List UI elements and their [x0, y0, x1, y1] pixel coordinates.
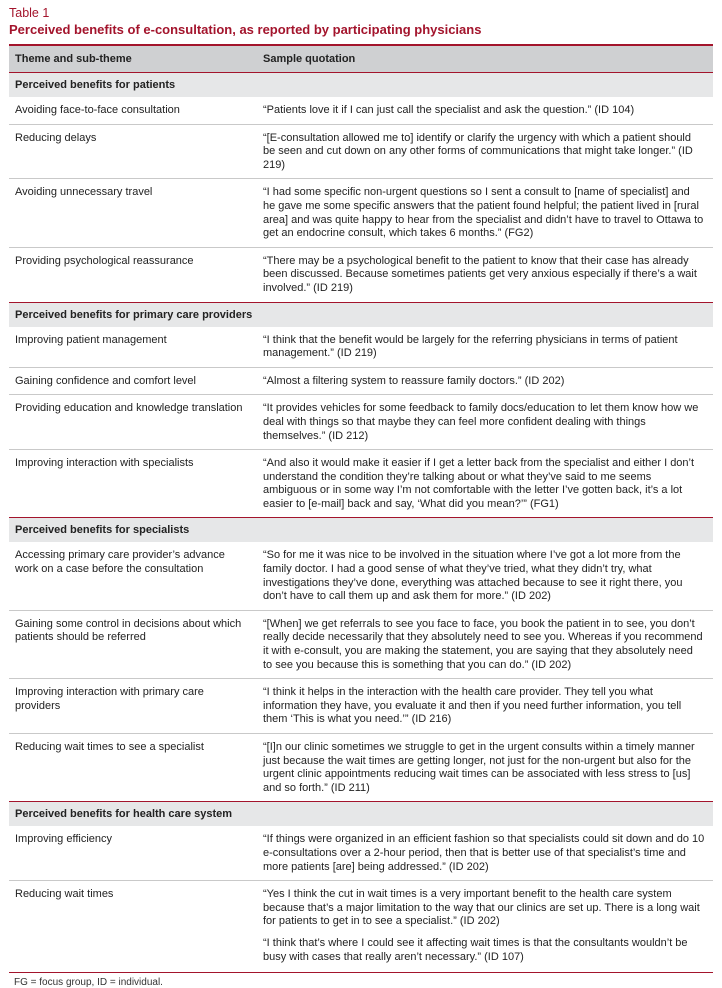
table-row — [9, 247, 713, 302]
sub-theme-cell: Improving interaction with specialists — [15, 457, 194, 470]
sub-theme-cell: Reducing delays — [15, 131, 97, 144]
table-row — [9, 97, 713, 124]
sample-quotation: “[E-consultation allowed me to] identify or clarify the urgency with which a patient should be seen and cut down on any other forms of communications that might take longer.” (ID 219) — [263, 131, 693, 171]
table-title: Perceived benefits of e-consultation, as reported by participating physicians — [9, 22, 482, 37]
quotation-cell — [255, 833, 713, 874]
quotation-cell — [255, 549, 713, 603]
sub-theme-cell: Avoiding face-to-face consultation — [15, 104, 180, 116]
quotation-cell — [255, 686, 713, 727]
sample-quotation: “I think that the benefit would be largely for the referring physicians in terms of patient management.” (ID 219) — [263, 333, 678, 360]
sample-quotation: “If things were organized in an efficient fashion so that specialists could sit down and do 10 e-consultations over a 2-hour period, then that is better use of that specialist’s time and more patients [are] being addressed.” (ID 202) — [263, 833, 705, 873]
table-row — [9, 880, 713, 970]
quotation-cell — [255, 375, 713, 389]
sample-quotation: “It provides vehicles for some feedback to family docs/education to let them know how we deal with things so that maybe they can feel more confident dealing with things themselves.” (ID 212) — [263, 402, 699, 442]
sub-theme-cell: Reducing wait times to see a specialist — [15, 741, 204, 753]
section-heading: Perceived benefits for health care system — [9, 801, 713, 826]
header-quotation: Sample quotation — [263, 53, 356, 65]
sample-quotation: “So for me it was nice to be involved in the situation where I’ve got a lot more from the family doctor. I had a good sense of what they’ve tried, what they didn’t try, what investigations they’ve done, everything was attached because to see it right there, you don’t have to call them up and ask them for more.” (ID 202) — [263, 549, 683, 603]
header-theme: Theme and sub-theme — [15, 53, 132, 65]
section-heading: Perceived benefits for patients — [9, 72, 713, 97]
table-row — [9, 178, 713, 246]
table-row — [9, 733, 713, 801]
quotation-cell — [255, 255, 713, 296]
sub-theme-cell: Gaining some control in decisions about which patients should be referred — [15, 617, 242, 644]
quotation-cell — [255, 104, 713, 118]
section-heading: Perceived benefits for primary care providers — [9, 302, 713, 327]
sample-quotation: “I had some specific non-urgent questions so I sent a consult to [name of specialist] and he gave me some specific answers that the patient found helpful; the patient lived in [rural area] and was quite happy to hear from the specialist and didn’t have to travel to Ottawa to get an endocrine consult, which takes 6 months.” (FG2) — [263, 186, 704, 240]
sample-quotation: “[When] we get referrals to see you face to face, you book the patient in to see, you don’t really decide necessarily that they absolutely need to see you. Whereas if you recommend it with e-consult, you are making the statement, you are saying that they absolutely need to see you because this is something that you can do.” (ID 202) — [263, 617, 703, 671]
table-body — [9, 72, 713, 970]
sub-theme-cell: Gaining confidence and comfort level — [15, 374, 196, 387]
quotation-cell — [255, 186, 713, 240]
table-row — [9, 610, 713, 678]
table-row — [9, 826, 713, 880]
sample-quotation: “I think that’s where I could see it affecting wait times is that the consultants wouldn’t be busy with cases that really aren’t necessary.” (ID 107) — [263, 936, 688, 963]
table-footnote: FG = focus group, ID = individual. — [14, 977, 163, 988]
quotation-cell — [255, 618, 713, 672]
sample-quotation: “There may be a psychological benefit to the patient to know that their case has already been discussed. Because sometimes patients get very anxious especially if there’s a wait involved.” (ID 219) — [263, 254, 697, 294]
table-row — [9, 449, 713, 517]
section-heading: Perceived benefits for specialists — [9, 517, 713, 542]
sub-theme-cell: Improving interaction with primary care providers — [15, 686, 204, 712]
table-row — [9, 394, 713, 449]
sample-quotation: “Almost a filtering system to reassure family doctors.” (ID 202) — [263, 374, 565, 387]
sub-theme-cell: Providing education and knowledge translation — [15, 402, 243, 415]
quotation-cell — [255, 457, 713, 511]
sub-theme-cell: Accessing primary care provider’s advance work on a case before the consultation — [15, 549, 225, 576]
table-row — [9, 678, 713, 733]
quotation-cell — [255, 741, 713, 795]
table-header-row — [9, 46, 713, 72]
table-row — [9, 542, 713, 609]
sub-theme-cell: Avoiding unnecessary travel — [15, 186, 153, 199]
sample-quotation: “Yes I think the cut in wait times is a very important benefit to the health care system because that’s a major limitation to the way that our clinics are set up. There is a long wait for patients to get in to see a specialist.” (ID 202) — [263, 888, 700, 928]
sample-quotation: “I think it helps in the interaction with the health care provider. They tell you what information they have, you evaluate it and then if you need further information, you tell them ‘This is what you need.’” (ID 216) — [263, 686, 682, 726]
sub-theme-cell: Improving patient management — [15, 333, 167, 346]
table-row — [9, 124, 713, 179]
sub-theme-cell: Reducing wait times — [15, 888, 114, 901]
quotation-cell — [255, 888, 713, 964]
sub-theme-cell: Improving efficiency — [15, 833, 113, 846]
sample-quotation: “[I]n our clinic sometimes we struggle to get in the urgent consults within a timely manner just because the wait times are getting longer, not just for the non-urgent but also for the urgent clinic appointments reducing wait times can be associated with less stress to [us] and so forth.” (ID 211) — [263, 741, 695, 794]
table-label: Table 1 — [9, 6, 50, 20]
table-row — [9, 327, 713, 367]
sample-quotation: “And also it would make it easier if I get a letter back from the specialist and either I don’t understand the condition they’re talking about or what they’ve said to me seems ambiguous or in some way I’m not comfortable with the letter I’ve gotten back, it’s a lot easier to [e-mail] back and say, ‘What did you mean?’” (FG1) — [263, 457, 695, 510]
sample-quotation: “Patients love it if I can just call the specialist and ask the question.” (ID 104) — [263, 104, 635, 116]
sub-theme-cell: Providing psychological reassurance — [15, 254, 194, 267]
table-row — [9, 367, 713, 395]
quotation-cell — [255, 402, 713, 443]
quotation-cell — [255, 334, 713, 361]
quotation-cell — [255, 132, 713, 173]
